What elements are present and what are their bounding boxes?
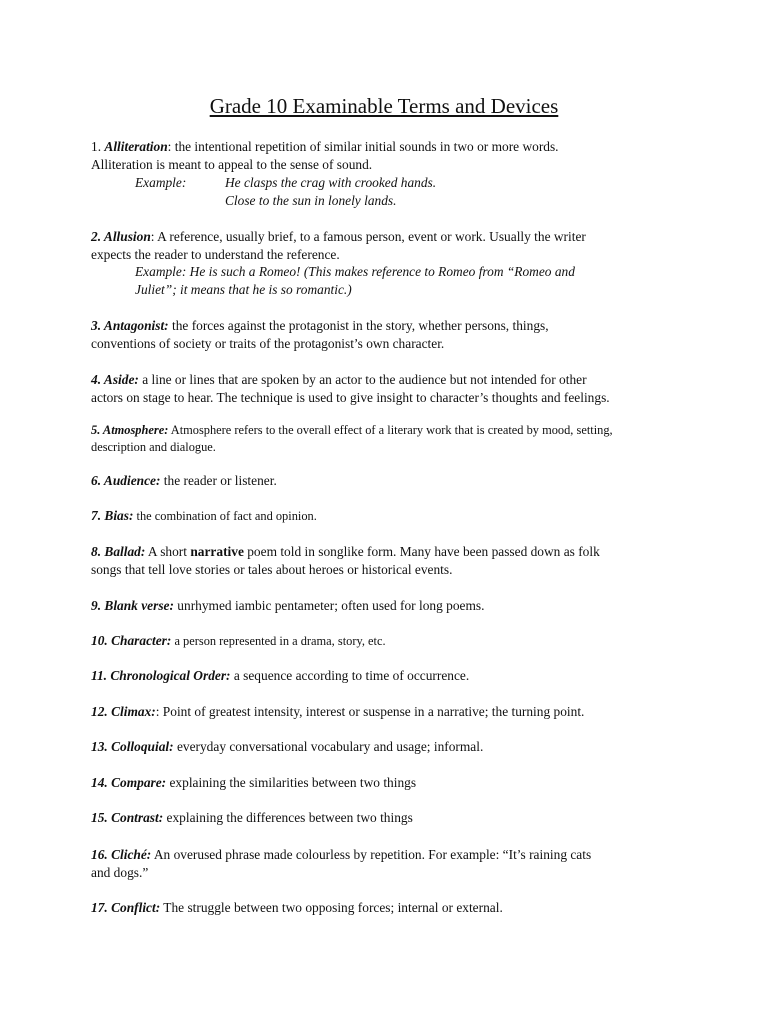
entry-blank-verse	[91, 597, 691, 615]
definition-line: the combination of fact and opinion.	[133, 509, 317, 523]
term-chronological-order: 11. Chronological Order:	[91, 668, 231, 683]
term-atmosphere: 5. Atmosphere:	[91, 423, 169, 437]
example-line	[135, 192, 396, 210]
entry-alliteration	[91, 138, 691, 174]
entry-compare	[91, 774, 691, 792]
definition-line: : Point of greatest intensity, interest or suspense in a narrative; the turning point.	[155, 704, 585, 719]
example-text: He clasps the crag with crooked hands.	[225, 175, 437, 190]
entry-contrast	[91, 809, 691, 827]
definition-text: poem told in songlike form. Many have been passed down as folk	[243, 544, 600, 559]
entry-allusion	[91, 228, 691, 264]
term-conflict: 17. Conflict:	[91, 900, 161, 915]
definition-line: the reader or listener.	[160, 473, 277, 488]
emphasis-narrative: narrative	[190, 544, 244, 559]
term-ballad: 8. Ballad:	[91, 544, 146, 559]
definition-line: description and dialogue.	[91, 439, 216, 454]
example-line: Juliet”; it means that he is so romantic.)	[135, 282, 352, 297]
entry-character	[91, 632, 691, 650]
entry-climax	[91, 703, 691, 721]
entry-bias	[91, 507, 691, 525]
definition-line: a person represented in a drama, story, etc.	[171, 634, 386, 648]
definition-line: everyday conversational vocabulary and usage; informal.	[173, 739, 484, 754]
example-label: Example:	[135, 175, 187, 190]
definition-line: Alliteration is meant to appeal to the sense of sound.	[91, 157, 373, 172]
entry-chronological-order	[91, 667, 691, 685]
entry-aside	[91, 371, 711, 407]
definition-line: explaining the similarities between two things	[166, 775, 417, 790]
term-cliche: 16. Cliché:	[91, 847, 152, 862]
entry-cliche	[91, 846, 691, 882]
term-climax: 12. Climax:	[91, 704, 156, 719]
definition-line: and dogs.”	[91, 865, 149, 880]
definition-line: a sequence according to time of occurrence.	[230, 668, 470, 683]
definition-line: expects the reader to understand the reference.	[91, 247, 340, 262]
definition-line: The struggle between two opposing forces; internal or external.	[160, 900, 503, 915]
entry-antagonist	[91, 317, 691, 353]
definition-line: : the intentional repetition of similar initial sounds in two or more words.	[167, 139, 559, 154]
entry-colloquial	[91, 738, 691, 756]
term-contrast: 15. Contrast:	[91, 810, 164, 825]
page-title: Grade 10 Examinable Terms and Devices	[209, 94, 559, 118]
definition-line: conventions of society or traits of the protagonist’s own character.	[91, 336, 445, 351]
term-antagonist: 3. Antagonist:	[91, 318, 169, 333]
entry-ballad	[91, 543, 691, 579]
term-allusion: 2. Allusion	[91, 229, 151, 244]
term-colloquial: 13. Colloquial:	[91, 739, 174, 754]
entry-conflict	[91, 899, 691, 917]
entry-number: 1.	[91, 139, 102, 154]
term-bias: 7. Bias:	[91, 508, 134, 523]
entry-atmosphere	[91, 422, 711, 455]
definition-line: actors on stage to hear. The technique is used to give insight to character’s thoughts and feelings.	[91, 390, 610, 405]
definition-text: A short	[145, 544, 191, 559]
definition-line: explaining the differences between two things	[163, 810, 413, 825]
definition-line: An overused phrase made colourless by repetition. For example: “It’s raining cats	[151, 847, 592, 862]
entry-audience	[91, 472, 691, 490]
definition-line: the forces against the protagonist in the story, whether persons, things,	[168, 318, 549, 333]
example-line: Example: He is such a Romeo! (This makes reference to Romeo from “Romeo and	[135, 264, 575, 279]
definition-line: unrhymed iambic pentameter; often used for long poems.	[173, 598, 485, 613]
term-character: 10. Character:	[91, 633, 172, 648]
term-compare: 14. Compare:	[91, 775, 167, 790]
term-aside: 4. Aside:	[91, 372, 139, 387]
example-line	[135, 174, 436, 192]
definition-line: : A reference, usually brief, to a famous person, event or work. Usually the writer	[150, 229, 586, 244]
definition-line: Atmosphere refers to the overall effect of a literary work that is created by mood, setting,	[168, 423, 613, 437]
term-audience: 6. Audience:	[91, 473, 161, 488]
term-blank-verse: 9. Blank verse:	[91, 598, 174, 613]
definition-line: songs that tell love stories or tales about heroes or historical events.	[91, 562, 453, 577]
term-alliteration: Alliteration	[104, 139, 168, 154]
definition-line: a line or lines that are spoken by an actor to the audience but not intended for other	[138, 372, 587, 387]
example-text: Close to the sun in lonely lands.	[225, 193, 397, 208]
